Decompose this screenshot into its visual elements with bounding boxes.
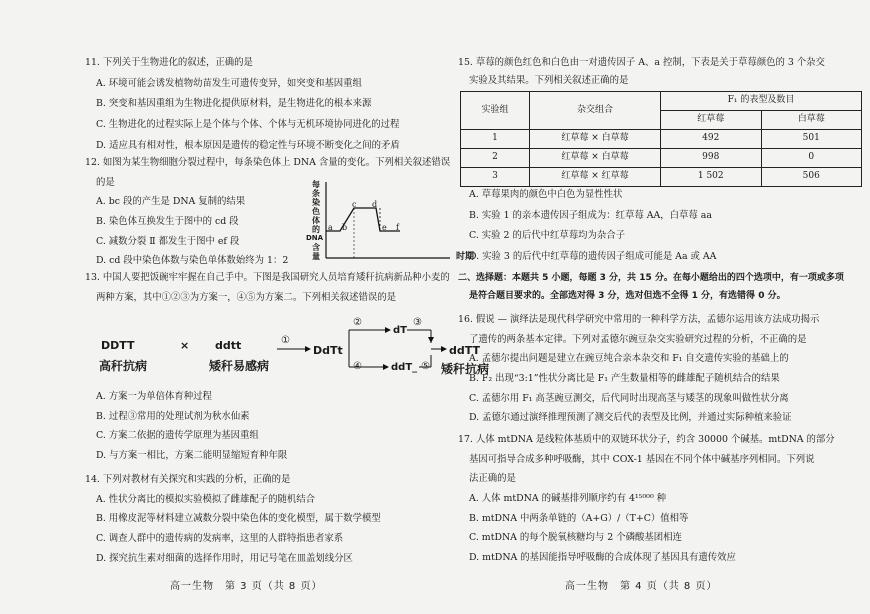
option-b: B. F₂ 出现“3:1”性状分离比是 F₁ 产生数量相等的雌雄配子随机结合的结果: [469, 372, 780, 384]
point-b: b: [342, 223, 348, 232]
cell-red: 492: [661, 130, 762, 149]
page-footer-left: 高一生物 第 3 页（共 8 页）: [170, 581, 323, 592]
cell-white: 506: [761, 168, 862, 187]
cross-results-table: [460, 91, 862, 187]
point-a: a: [328, 223, 333, 232]
cell-white: 0: [761, 149, 862, 168]
point-d: d: [372, 200, 378, 209]
option-a: A. 方案一为单倍体育种过程: [96, 391, 212, 402]
breeding-diagram: [85, 316, 490, 386]
question-15: [458, 56, 825, 87]
cell-cross: 红草莓 × 白草莓: [530, 149, 661, 168]
option-b: B. 染色体互换发生于图中的 cd 段: [96, 215, 239, 227]
section-2-line-2: 是符合题目要求的。全部选对得 3 分，选对但选不全得 1 分，有选错得 0 分。: [469, 291, 786, 302]
table-row: [461, 130, 862, 149]
question-11: [85, 56, 400, 152]
option-b: B. 用橡皮泥等材料建立减数分裂中染色体的变化模型，属于数学模型: [96, 513, 381, 525]
point-c: c: [352, 200, 357, 209]
question-stem-cont: 实验及其结果。下列相关叙述正确的是: [469, 74, 629, 86]
question-stem-cont: 的是: [96, 176, 115, 188]
option-c: C. 调查人群中的遗传病的发病率，这里的人群特指患者家系: [96, 532, 344, 544]
option-a: A. 草莓果肉的颜色中白色为显性性状: [469, 189, 623, 200]
header-group: 实验组: [461, 92, 530, 130]
option-a: A. bc 段的产生是 DNA 复制的结果: [96, 196, 246, 208]
section-2-line-1: 二、选择题：本题共 5 小题，每题 3 分，共 15 分。在每小题给出的四个选项中，有一项或多项: [458, 273, 844, 283]
cell-group: 3: [461, 168, 530, 187]
step-5: ⑤: [421, 361, 430, 372]
option-c: C. 方案二依据的遗传学原理为基因重组: [96, 430, 259, 442]
option-b: B. 实验 1 的亲本遗传因子组成为：红草莓 AA，白草莓 aa: [469, 209, 712, 221]
option-b: B. 突变和基因重组为生物进化提供原材料，是生物进化的根本来源: [96, 98, 372, 110]
point-e: e: [382, 223, 387, 232]
graph-y-label: 每 条 染 色 体 的 DNA 含 量: [306, 180, 324, 261]
result-genotype: ddTT: [449, 344, 481, 357]
step-3: ③: [413, 317, 422, 328]
question-stem: 16. 假说 — 演绎法是现代科学研究中常用的一种科学方法，孟德尔运用该方法成功揭示: [458, 314, 820, 325]
parent-1-genotype: DDTT: [101, 339, 135, 352]
option-a: A. 人体 mtDNA 的碱基排列顺序约有 4¹⁵⁰⁰⁰ 种: [469, 492, 667, 504]
option-d: D. cd 段中染色体数与染色单体数始终为 1：2: [96, 255, 289, 267]
cross-symbol: ×: [180, 339, 190, 352]
question-13: [85, 271, 450, 304]
result-phenotype: 矮秆抗病: [441, 362, 490, 376]
question-15-options: [458, 188, 716, 264]
cell-red: 1 502: [661, 168, 762, 187]
intermediate-2: ddT_: [391, 362, 418, 373]
table-row: [461, 168, 862, 187]
option-b: B. mtDNA 中两条单链的（A+G）/（T+C）值相等: [469, 512, 689, 524]
question-stem: 17. 人体 mtDNA 是线粒体基质中的双链环状分子，约含 30000 个碱基。mtDNA 的部分: [458, 434, 835, 445]
header-cross: 杂交组合: [530, 92, 661, 130]
question-stem-cont: 两种方案，其中①②③为方案一，④⑤为方案二。下列相关叙述错误的是: [96, 291, 397, 303]
graph-x-label: 时期: [456, 252, 475, 262]
parent-2-genotype: ddtt: [215, 339, 242, 352]
question-stem-cont: 基因可指导合成多种呼吸酶，其中 COX-1 基因在不同个体中碱基序列相同。下列说: [469, 453, 815, 465]
question-17: [458, 433, 835, 564]
option-c: C. mtDNA 的每个脱氧核糖均与 2 个磷酸基团相连: [469, 532, 682, 544]
option-a: A. 孟德尔提出问题是建立在豌豆纯合亲本杂交和 F₁ 自交遗传实验的基础上的: [469, 353, 789, 365]
page-footer-right: 高一生物 第 4 页（共 8 页）: [565, 581, 718, 592]
option-c: C. 孟德尔用 F₁ 高茎豌豆测交，后代同时出现高茎与矮茎的现象叫做性状分离: [469, 392, 789, 404]
cell-cross: 红草莓 × 白草莓: [530, 130, 661, 149]
option-b: B. 过程③常用的处理试剂为秋水仙素: [96, 410, 250, 422]
diagram-svg: [85, 316, 490, 386]
option-d: D. 探究抗生素对细菌的选择作用时，用记号笔在皿盖划线分区: [96, 552, 353, 564]
cell-cross: 红草莓 × 红草莓: [530, 168, 661, 187]
option-d: D. 适应具有相对性，根本原因是遗传的稳定性与环境不断变化之间的矛盾: [96, 139, 400, 151]
question-stem: 15. 草莓的颜色红色和白色由一对遗传因子 A、a 控制，下表是关于草莓颜色的 3 个杂交: [458, 57, 825, 68]
question-stem: 11. 下列关于生物进化的叙述，正确的是: [85, 57, 253, 68]
step-1: ①: [281, 335, 290, 346]
right-page: [458, 10, 863, 600]
header-white: 白草莓: [761, 111, 862, 130]
point-f: f: [396, 223, 399, 232]
option-d: D. mtDNA 的基因能指导呼吸酶的合成体现了基因具有遗传效应: [469, 551, 736, 563]
question-16: [458, 313, 819, 425]
question-stem: 12. 如图为某生物细胞分裂过程中，每条染色体上 DNA 含量的变化。下列相关叙述错误: [85, 157, 451, 168]
option-d: D. 实验 3 的后代中红草莓的遗传因子组成可能是 Aa 或 AA: [469, 250, 717, 262]
parent-1-phenotype: 高秆抗病: [99, 359, 148, 373]
option-d: D. 孟德尔通过演绎推理预测了测交后代的表型及比例，并通过实际种植来验证: [469, 412, 792, 424]
option-a: A. 环境可能会诱发植物幼苗发生可遗传变异，如突变和基因重组: [96, 77, 362, 89]
header-red: 红草莓: [661, 111, 762, 130]
question-stem: 14. 下列对教材有关探究和实践的分析，正确的是: [85, 474, 291, 485]
cell-white: 501: [761, 130, 862, 149]
intermediate-1: dT: [393, 325, 407, 336]
cell-group: 1: [461, 130, 530, 149]
step-4: ④: [353, 361, 362, 372]
question-stem-cont-2: 法正确的是: [469, 473, 516, 485]
question-14: [85, 473, 381, 565]
header-f1: F₁ 的表型及数目: [661, 92, 862, 111]
option-c: C. 生物进化的过程实际上是个体与个体、个体与无机环境协同进化的过程: [96, 118, 400, 130]
option-a: A. 性状分离比的模拟实验模拟了雌雄配子的随机结合: [96, 493, 315, 505]
cell-red: 998: [661, 149, 762, 168]
graph-curve: [326, 208, 400, 231]
section-2-header: [458, 272, 844, 303]
option-c: C. 实验 2 的后代中红草莓均为杂合子: [469, 230, 625, 242]
left-page: [85, 10, 490, 600]
option-c: C. 减数分裂 Ⅱ 都发生于图中 ef 段: [96, 235, 240, 247]
option-d: D. 与方案一相比，方案二能明显缩短育种年限: [96, 449, 288, 461]
f1-genotype: DdTt: [313, 344, 343, 357]
parent-2-phenotype: 矮秆易感病: [209, 359, 270, 373]
question-stem: 13. 中国人要把饭碗牢牢握在自己手中。下图是我国研究人员培育矮秆抗病新品种小麦的: [85, 272, 450, 283]
step-2: ②: [353, 317, 362, 328]
table-row: [461, 149, 862, 168]
question-stem-cont: 了遗传的两条基本定律。下列对孟德尔豌豆杂交实验研究过程的分析，不正确的是: [469, 333, 807, 345]
cell-group: 2: [461, 149, 530, 168]
question-13-options: [85, 390, 287, 463]
